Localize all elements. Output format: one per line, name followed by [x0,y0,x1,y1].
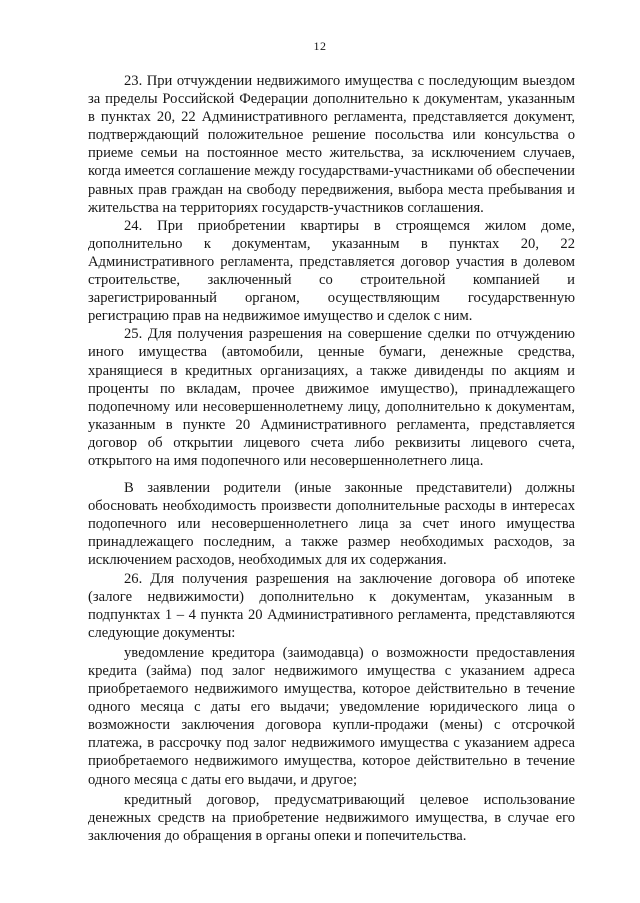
paragraph-26: 26. Для получения разрешения на заключение договора об ипотеке (залоге недвижимости) дополнительно к документам, указанным в подпунктах 1 – 4 пункта 20 Административного регламента, представляются следующие документы: [88,570,575,641]
paragraph-creditor-notice: уведомление кредитора (заимодавца) о возможности предоставления кредита (займа) под залог недвижимого имущества с указанием адреса приобретаемого недвижимого имущества, которое действительно в течение одного месяца с даты его выдачи; уведомление юридического лица о возможности заключения договора купли-продажи (мены) с отсрочкой платежа, в рассрочку под залог недвижимого имущества с указанием адреса приобретаемого недвижимого имущества, которое действительно в течение одного месяца с даты его выдачи, и другое; [88,644,575,788]
document-body [88,72,575,845]
page-number: 12 [313,39,327,53]
paragraph-24: 24. При приобретении квартиры в строящемся жилом доме, дополнительно к документам, указанным в пунктах 20, 22 Административного регламента, представляется договор участия в долевом строительстве, заключенный со строительной компанией и зарегистрированный органом, осуществляющим государственную регистрацию прав на недвижимое имущество и сделок с ним. [88,217,575,325]
paragraph-23: 23. При отчуждении недвижимого имущества с последующим выездом за пределы Российской Федерации дополнительно к документам, указанным в пунктах 20, 22 Административного регламента, представляется документ, подтверждающий положительное решение посольства или консульства о приеме семьи на постоянное место жительства, за исключением случаев, когда имеется соглашение между государствами-участниками об обеспечении равных прав граждан на свободу передвижения, выбора места пребывания и жительства на территориях государств-участников соглашения. [88,73,575,216]
paragraph-spacer [88,470,575,479]
paragraph-25: 25. Для получения разрешения на совершение сделки по отчуждению иного имущества (автомобили, ценные бумаги, денежные средства, хранящиеся в кредитных организациях, а также дивиденды по акциям и проценты по вкладам, прочее движимое имущество), принадлежащего подопечному или несовершеннолетнему лицу, дополнительно к документам, указанным в пункте 20 Административного регламента, представляется договор об открытии лицевого счета либо реквизиты лицевого счета, открытого на имя подопечного или несовершеннолетнего лица. [88,326,575,469]
paragraph-credit-agreement: кредитный договор, предусматривающий целевое использование денежных средств на приобретение недвижимого имущества, в случае его заключения до обращения в органы опеки и попечительства. [88,791,575,844]
paragraph-parents-justification: В заявлении родители (иные законные представители) должны обосновать необходимость произвести дополнительные расходы в интересах подопечного или несовершеннолетнего лица за счет иного имущества принадлежащего последним, а также размер необходимых расходов, за исключением расходов, необходимых для их содержания. [88,480,575,569]
